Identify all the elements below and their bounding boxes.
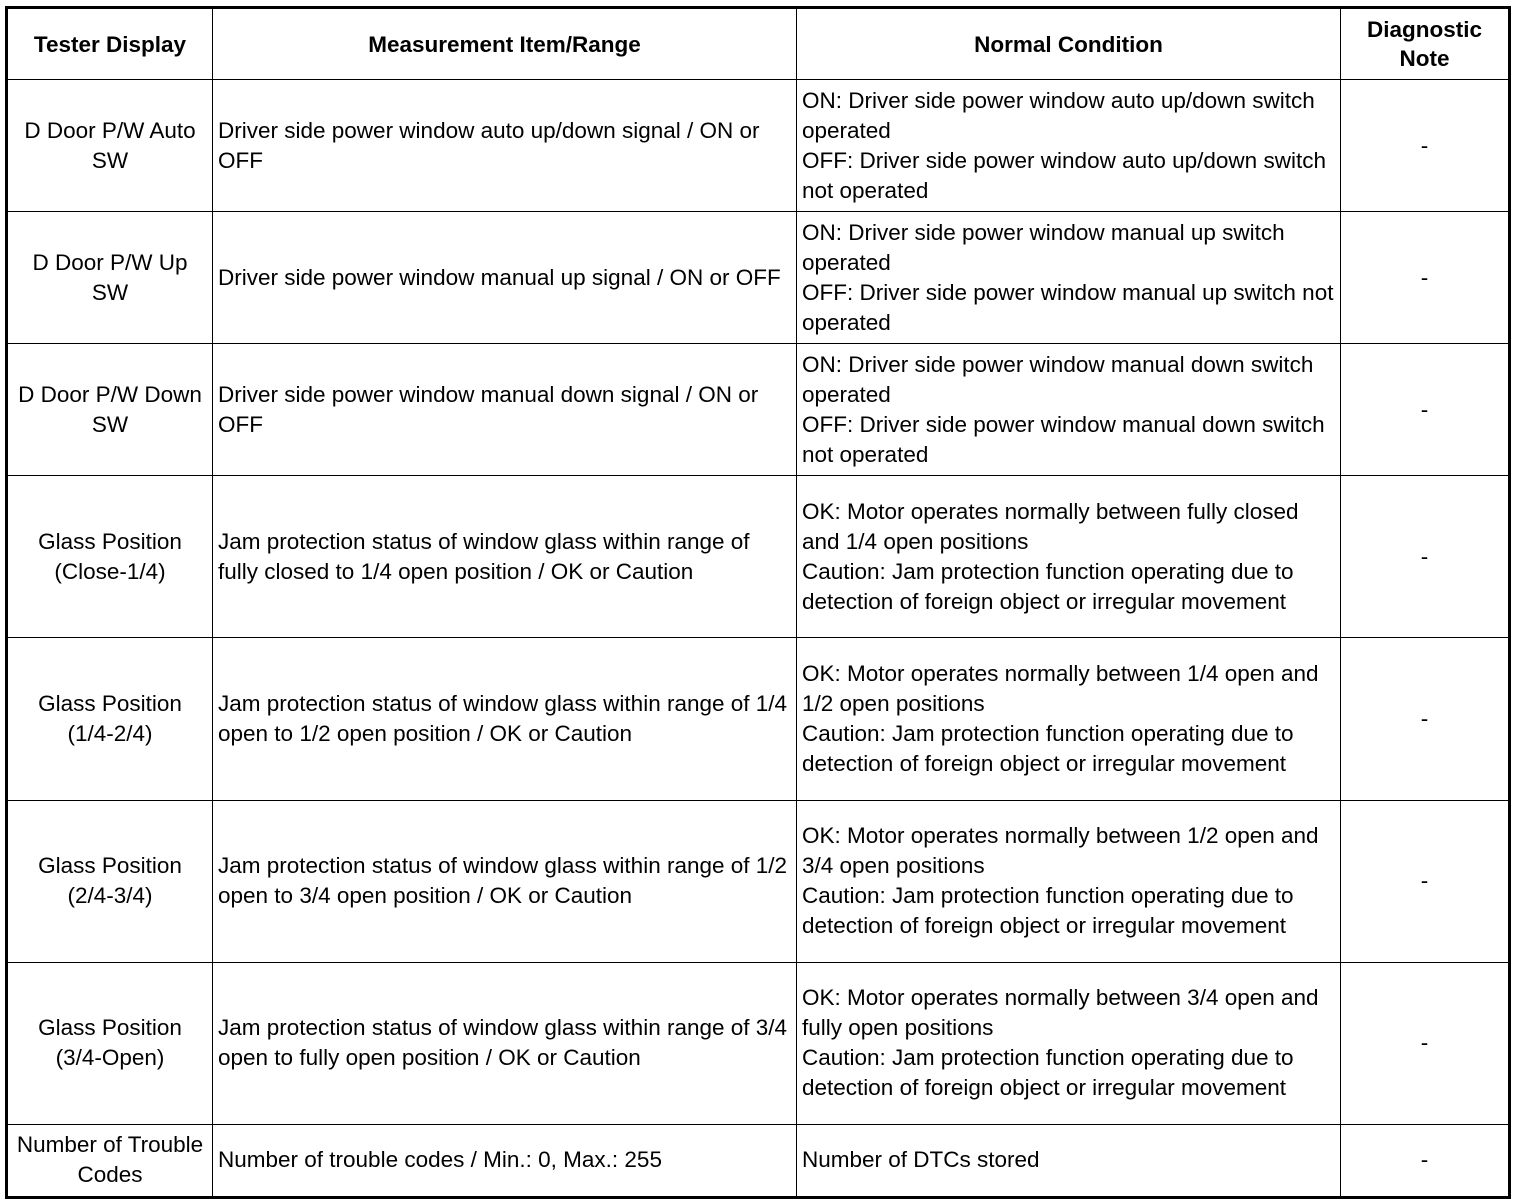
measurement-cell: Number of trouble codes / Min.: 0, Max.: 255: [213, 1124, 797, 1197]
normal-condition-cell: [797, 638, 1341, 800]
condition-line: Caution: Jam protection function operating due to detection of foreign object or irregular movement: [802, 883, 1294, 939]
measurement-cell: Driver side power window manual down signal / ON or OFF: [213, 344, 797, 476]
table-row: [7, 344, 1510, 476]
diagnostic-note-cell: -: [1341, 800, 1510, 962]
tester-display-cell: Glass Position (Close-1/4): [7, 476, 213, 638]
table-row: [7, 80, 1510, 212]
header-row: [7, 8, 1510, 80]
condition-line: ON: Driver side power window auto up/down switch operated: [802, 87, 1315, 143]
header-normal-condition: Normal Condition: [797, 8, 1341, 80]
normal-condition-cell: [797, 1124, 1341, 1197]
table-row: [7, 800, 1510, 962]
measurement-cell: Driver side power window auto up/down signal / ON or OFF: [213, 80, 797, 212]
diagnostic-note-cell: -: [1341, 962, 1510, 1124]
normal-condition-cell: [797, 212, 1341, 344]
condition-line: OFF: Driver side power window manual up switch not operated: [802, 279, 1334, 335]
normal-condition-cell: [797, 80, 1341, 212]
condition-line: OK: Motor operates normally between fully closed and 1/4 open positions: [802, 498, 1299, 554]
tester-display-cell: D Door P/W Down SW: [7, 344, 213, 476]
normal-condition-cell: [797, 344, 1341, 476]
header-diagnostic-note: Diagnostic Note: [1341, 8, 1510, 80]
table-row: [7, 962, 1510, 1124]
diagnostic-note-cell: -: [1341, 212, 1510, 344]
table-row: [7, 212, 1510, 344]
header-measurement: Measurement Item/Range: [213, 8, 797, 80]
normal-condition-cell: [797, 962, 1341, 1124]
condition-line: ON: Driver side power window manual down switch operated: [802, 351, 1314, 407]
table-row: [7, 476, 1510, 638]
diagnostic-note-cell: -: [1341, 638, 1510, 800]
condition-line: Caution: Jam protection function operating due to detection of foreign object or irregular movement: [802, 721, 1294, 777]
condition-line: Number of DTCs stored: [802, 1147, 1040, 1173]
tester-display-cell: D Door P/W Auto SW: [7, 80, 213, 212]
measurement-cell: Jam protection status of window glass within range of 1/4 open to 1/2 open position / OK or Caution: [213, 638, 797, 800]
table-row: [7, 1124, 1510, 1197]
tester-display-cell: Glass Position (1/4-2/4): [7, 638, 213, 800]
diagnostic-note-cell: -: [1341, 344, 1510, 476]
condition-line: ON: Driver side power window manual up switch operated: [802, 219, 1285, 275]
measurement-cell: Jam protection status of window glass within range of 3/4 open to fully open position / OK or Caution: [213, 962, 797, 1124]
measurement-cell: Driver side power window manual up signal / ON or OFF: [213, 212, 797, 344]
condition-line: OK: Motor operates normally between 1/4 open and 1/2 open positions: [802, 661, 1319, 717]
tester-display-cell: Glass Position (3/4-Open): [7, 962, 213, 1124]
tester-display-cell: Number of Trouble Codes: [7, 1124, 213, 1197]
tester-display-cell: Glass Position (2/4-3/4): [7, 800, 213, 962]
diagnostic-note-cell: -: [1341, 476, 1510, 638]
measurement-cell: Jam protection status of window glass within range of fully closed to 1/4 open position / OK or Caution: [213, 476, 797, 638]
table-row: [7, 638, 1510, 800]
condition-line: OFF: Driver side power window manual down switch not operated: [802, 411, 1325, 467]
normal-condition-cell: [797, 476, 1341, 638]
condition-line: Caution: Jam protection function operating due to detection of foreign object or irregular movement: [802, 1045, 1294, 1101]
condition-line: Caution: Jam protection function operating due to detection of foreign object or irregular movement: [802, 558, 1294, 614]
data-table: [5, 6, 1511, 1199]
condition-line: OK: Motor operates normally between 3/4 open and fully open positions: [802, 985, 1319, 1041]
condition-line: OFF: Driver side power window auto up/down switch not operated: [802, 147, 1326, 203]
measurement-cell: Jam protection status of window glass within range of 1/2 open to 3/4 open position / OK or Caution: [213, 800, 797, 962]
normal-condition-cell: [797, 800, 1341, 962]
header-tester-display: Tester Display: [7, 8, 213, 80]
diagnostic-note-cell: -: [1341, 1124, 1510, 1197]
condition-line: OK: Motor operates normally between 1/2 open and 3/4 open positions: [802, 823, 1319, 879]
tester-display-cell: D Door P/W Up SW: [7, 212, 213, 344]
diagnostic-note-cell: -: [1341, 80, 1510, 212]
